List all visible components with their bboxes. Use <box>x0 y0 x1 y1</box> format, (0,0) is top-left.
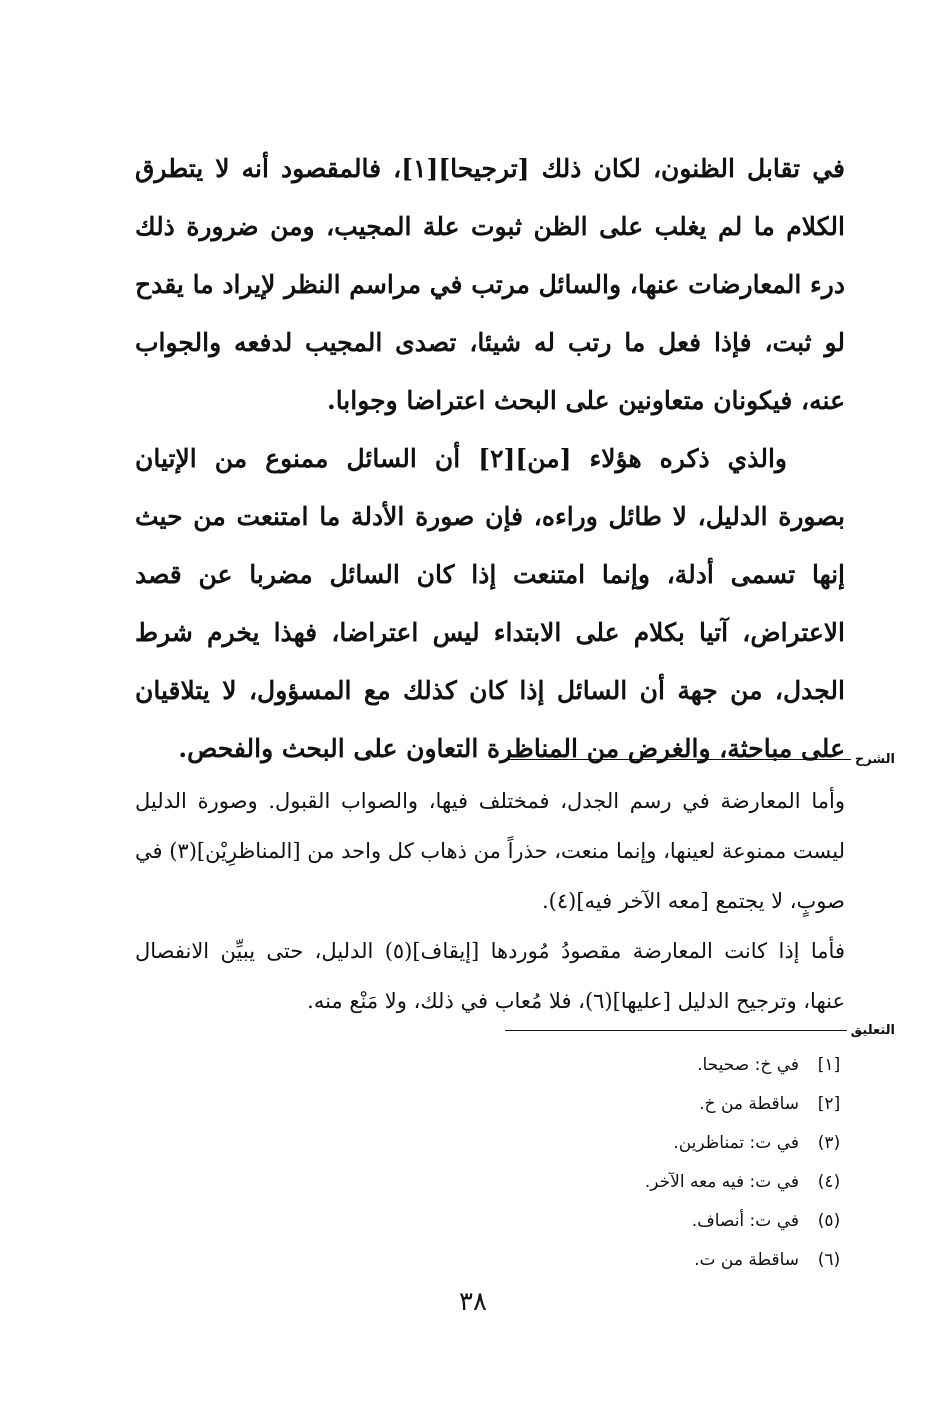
footnote-number: (٦) <box>817 1250 841 1270</box>
footnote-item <box>480 1124 845 1163</box>
taliq-rule <box>505 1030 847 1031</box>
sharh-divider <box>505 748 895 770</box>
footnote-number: (٥) <box>817 1211 841 1231</box>
footnote-item <box>480 1085 845 1124</box>
main-paragraph-1: في تقابل الظنون، لكان ذلك [ترجيحا][١]، فالمقصود أنه لا يتطرق الكلام ما لم يغلب على الظن ثبوت علة المجيب، ومن ضرورة ذلك درء المعارضات عنها، والسائل مرتب في مراسم النظر لإيراد ما يقدح لو ثبت، فإذا فعل ما رتب له شيئا، تصدى المجيب لدفعه والجواب عنه، فيكونان متعاونين على البحث اعتراضا وجوابا. <box>135 154 845 415</box>
footnote-text: في ت: تمناظرين. <box>673 1133 799 1153</box>
footnote-number: (٤) <box>817 1172 841 1192</box>
footnote-number: [٢] <box>817 1094 841 1114</box>
footnote-text: ساقطة من خ. <box>699 1094 799 1114</box>
footnote-item <box>480 1202 845 1241</box>
sharh-paragraph-1: وأما المعارضة في رسم الجدل، فمختلف فيها، والصواب القبول. وصورة الدليل ليست ممنوعة لعينها، وإنما منعت، حذراً من ذهاب كل واحد من [المناظرِيْن](٣) في صوبٍ، لا يجتمع [معه الآخر فيه](٤). <box>135 789 845 913</box>
main-paragraph-2: والذي ذكره هؤلاء [من][٢] أن السائل ممنوع من الإتيان بصورة الدليل، لا طائل وراءه، فإن صورة الأدلة ما امتنعت من حيث إنها تسمى أدلة، وإنما امتنعت إذا كان السائل مضربا عن قصد الاعتراض، آتيا بكلام على الابتداء ليس اعتراضا، فهذا يخرم شرط الجدل، من جهة أن السائل إذا كان كذلك مع المسؤول، لا يتلاقيان على مباحثة، والغرض من المناظرة التعاون على البحث والفحص. <box>135 444 845 763</box>
sharh-paragraph-2: فأما إذا كانت المعارضة مقصودُ مُوردها [إيقاف](٥) الدليل، حتى يبيِّن الانفصال عنها، وترجيح الدليل [عليها](٦)، فلا مُعاب في ذلك، ولا مَنْع منه. <box>135 939 845 1013</box>
page-number: ٣٨ <box>459 1287 487 1317</box>
footnote-item <box>480 1241 845 1280</box>
taliq-divider <box>505 1019 895 1041</box>
sharh-rule <box>505 759 851 760</box>
footnote-number: [١] <box>817 1055 841 1075</box>
footnote-text: في خ: صحيحا. <box>697 1055 799 1075</box>
footnotes-list <box>480 1046 845 1280</box>
taliq-label: التعليق <box>850 1022 895 1038</box>
footnote-item <box>480 1046 845 1085</box>
footnote-text: ساقطة من ت. <box>694 1250 799 1270</box>
sharh-label: الشرح <box>854 751 895 767</box>
footnote-text: في ت: فيه معه الآخر. <box>644 1172 799 1192</box>
sharh-text <box>135 776 845 1026</box>
footnote-item <box>480 1163 845 1202</box>
footnote-number: (٣) <box>817 1133 841 1153</box>
footnote-text: في ت: أنصاف. <box>691 1211 799 1231</box>
main-text <box>135 140 845 778</box>
